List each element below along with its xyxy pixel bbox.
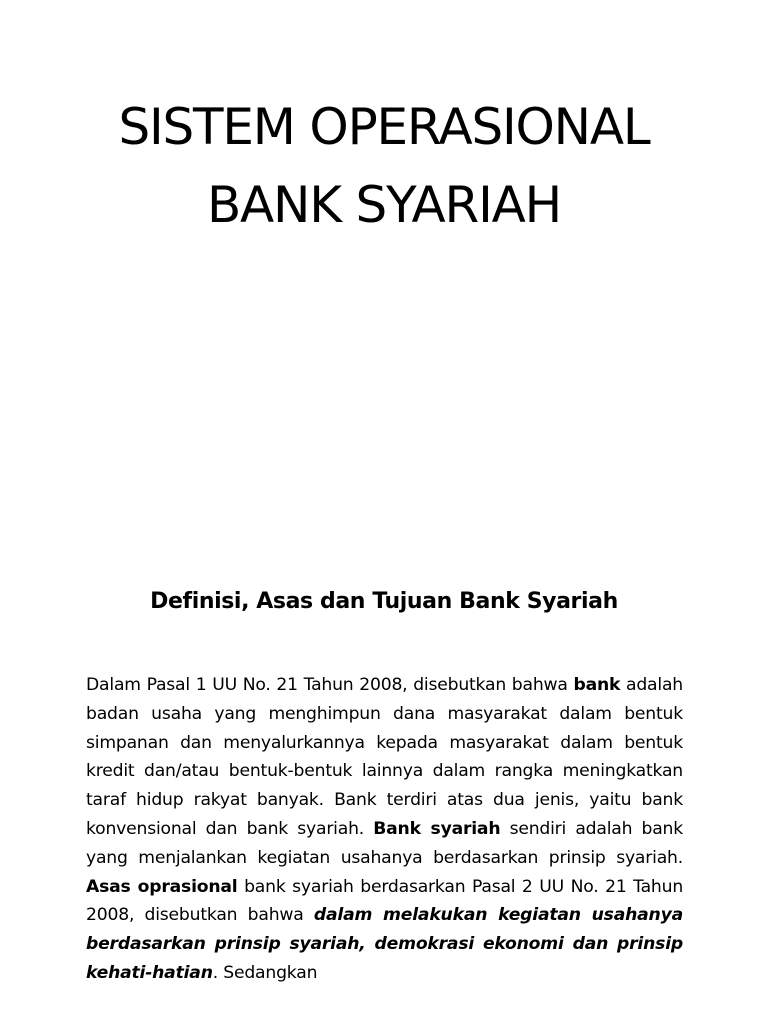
emphasis-principles: dalam melakukan kegiatan usahanya berdasarkan prinsip syariah, demokrasi ekonomi dan prinsip kehati-hatian <box>86 905 683 983</box>
term-bank: bank <box>573 675 621 695</box>
term-bank-syariah: Bank syariah <box>373 818 501 839</box>
body-text-5: . Sedangkan <box>212 962 318 983</box>
body-text-2: adalah badan usaha yang menghimpun dana masyarakat dalam bentuk simpanan dan menyalurkannya kepada masyarakat dalam bentuk kredit dan/atau bentuk-bentuk lainnya dalam rangka meningkatkan taraf hidup rakyat banyak. Bank terdiri atas dua jenis, yaitu bank konvensional dan bank syariah. <box>86 675 683 839</box>
body-text-3: sendiri adalah bank yang menjalankan kegiatan usahanya berdasarkan prinsip syariah. <box>86 818 683 868</box>
body-text-1: Dalam Pasal 1 UU No. 21 Tahun 2008, disebutkan bahwa <box>86 675 574 695</box>
section-heading: Definisi, Asas dan Tujuan Bank Syariah <box>150 589 618 614</box>
title-line-2: BANK SYARIAH <box>206 176 562 234</box>
page-title <box>20 88 748 244</box>
body-paragraph <box>86 671 683 988</box>
title-line-1: SISTEM OPERASIONAL <box>118 98 650 156</box>
term-asas-oprasional: Asas oprasional <box>86 876 238 897</box>
body-text-4: bank syariah berdasarkan Pasal 2 UU No. 21 Tahun 2008, disebutkan bahwa <box>86 876 684 926</box>
